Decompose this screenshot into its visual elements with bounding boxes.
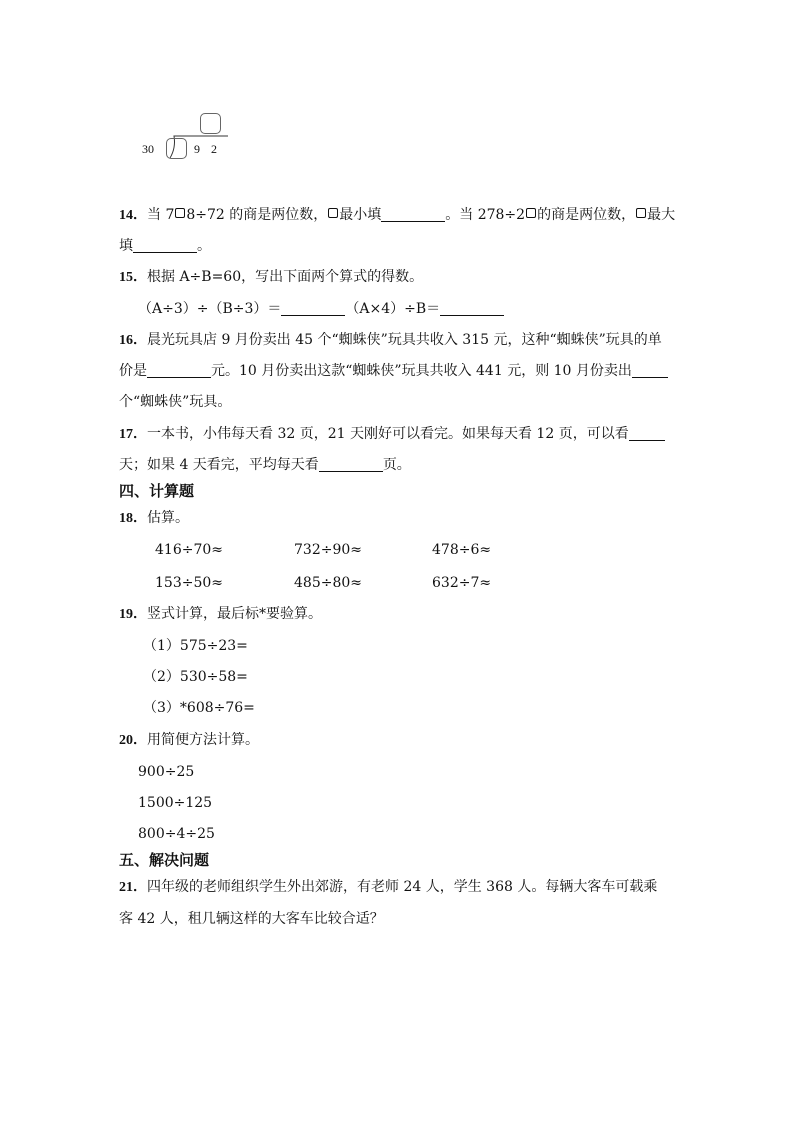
q16-line2: 价是 元。10 月份卖出这款“蜘蛛侠”玩具共收入 441 元，则 10 月份卖出 xyxy=(119,362,668,380)
q21-line1: 21．四年级的老师组织学生外出郊游，有老师 24 人，学生 368 人。每辆大客车可载乘 xyxy=(119,879,658,895)
q20-number: 20． xyxy=(119,733,147,748)
q14-line2: 填 。 xyxy=(119,238,211,254)
q15-line2: （A÷3）÷（B÷3）＝ （A×4）÷B＝ xyxy=(138,300,504,318)
q19-title: 19．竖式计算，最后标*要验算。 xyxy=(119,606,322,622)
estimate-item: 485÷80≈ xyxy=(294,575,362,591)
q14-number: 14． xyxy=(119,208,147,223)
q17-number: 17． xyxy=(119,427,147,442)
q14-line1: 14．当 7 8÷72 的商是两位数， 最小填 。当 278÷2 的商是两位数， 最大 xyxy=(119,207,676,223)
q15-line1: 15．根据 A÷B=60，写出下面两个算式的得数。 xyxy=(119,269,424,285)
digit-box xyxy=(175,208,185,218)
q18-number: 18． xyxy=(119,511,147,526)
q21-line2: 客 42 人，租几辆这样的大客车比较合适？ xyxy=(119,911,384,927)
answer-blank[interactable] xyxy=(381,207,445,222)
answer-blank[interactable] xyxy=(632,363,668,378)
q18-title: 18．估算。 xyxy=(119,510,189,526)
section-heading-calculation: 四、计算题 xyxy=(119,482,195,500)
q16-line1: 16．晨光玩具店 9 月份卖出 45 个“蜘蛛侠”玩具共收入 315 元，这种“蜘蛛侠”玩具的单 xyxy=(119,332,662,348)
simplified-calc-item: 800÷4÷25 xyxy=(138,826,215,842)
estimate-item: 478÷6≈ xyxy=(432,542,492,558)
answer-blank[interactable] xyxy=(147,363,211,378)
divisor: 30 xyxy=(142,142,154,156)
q17-line2: 天；如果 4 天看完，平均每天看 页。 xyxy=(119,457,411,473)
q17-line1: 17．一本书，小伟每天看 32 页，21 天刚好可以看完。如果每天看 12 页，可以看 xyxy=(119,425,665,444)
long-division-figure xyxy=(130,108,240,164)
section-heading-problem-solving: 五、解决问题 xyxy=(119,851,210,869)
simplified-calc-item: 900÷25 xyxy=(138,764,195,780)
estimate-item: 153÷50≈ xyxy=(155,575,223,591)
digit-box xyxy=(526,208,536,218)
vertical-calc-item: （1）575÷23= xyxy=(143,638,248,654)
estimate-item: 632÷7≈ xyxy=(432,575,492,591)
digit-box xyxy=(328,208,338,218)
q20-title: 20．用简便方法计算。 xyxy=(119,732,259,748)
dividend-blank-box xyxy=(166,138,187,159)
estimate-item: 416÷70≈ xyxy=(155,542,223,558)
digit-box xyxy=(636,208,646,218)
answer-blank[interactable] xyxy=(319,457,383,472)
q16-number: 16． xyxy=(119,333,147,348)
answer-blank[interactable] xyxy=(629,426,665,441)
vertical-calc-item: （2）530÷58= xyxy=(143,669,248,685)
vertical-calc-item: （3）*608÷76= xyxy=(143,700,255,716)
q15-number: 15． xyxy=(119,270,147,285)
q21-number: 21． xyxy=(119,880,147,895)
estimate-item: 732÷90≈ xyxy=(294,542,362,558)
dividend-digits: 9 2 xyxy=(194,142,221,156)
q16-line3: 个“蜘蛛侠”玩具。 xyxy=(119,394,232,410)
simplified-calc-item: 1500÷125 xyxy=(138,795,213,811)
answer-blank[interactable] xyxy=(133,238,197,253)
q19-number: 19． xyxy=(119,607,147,622)
answer-blank[interactable] xyxy=(440,301,504,316)
answer-blank[interactable] xyxy=(281,301,345,316)
